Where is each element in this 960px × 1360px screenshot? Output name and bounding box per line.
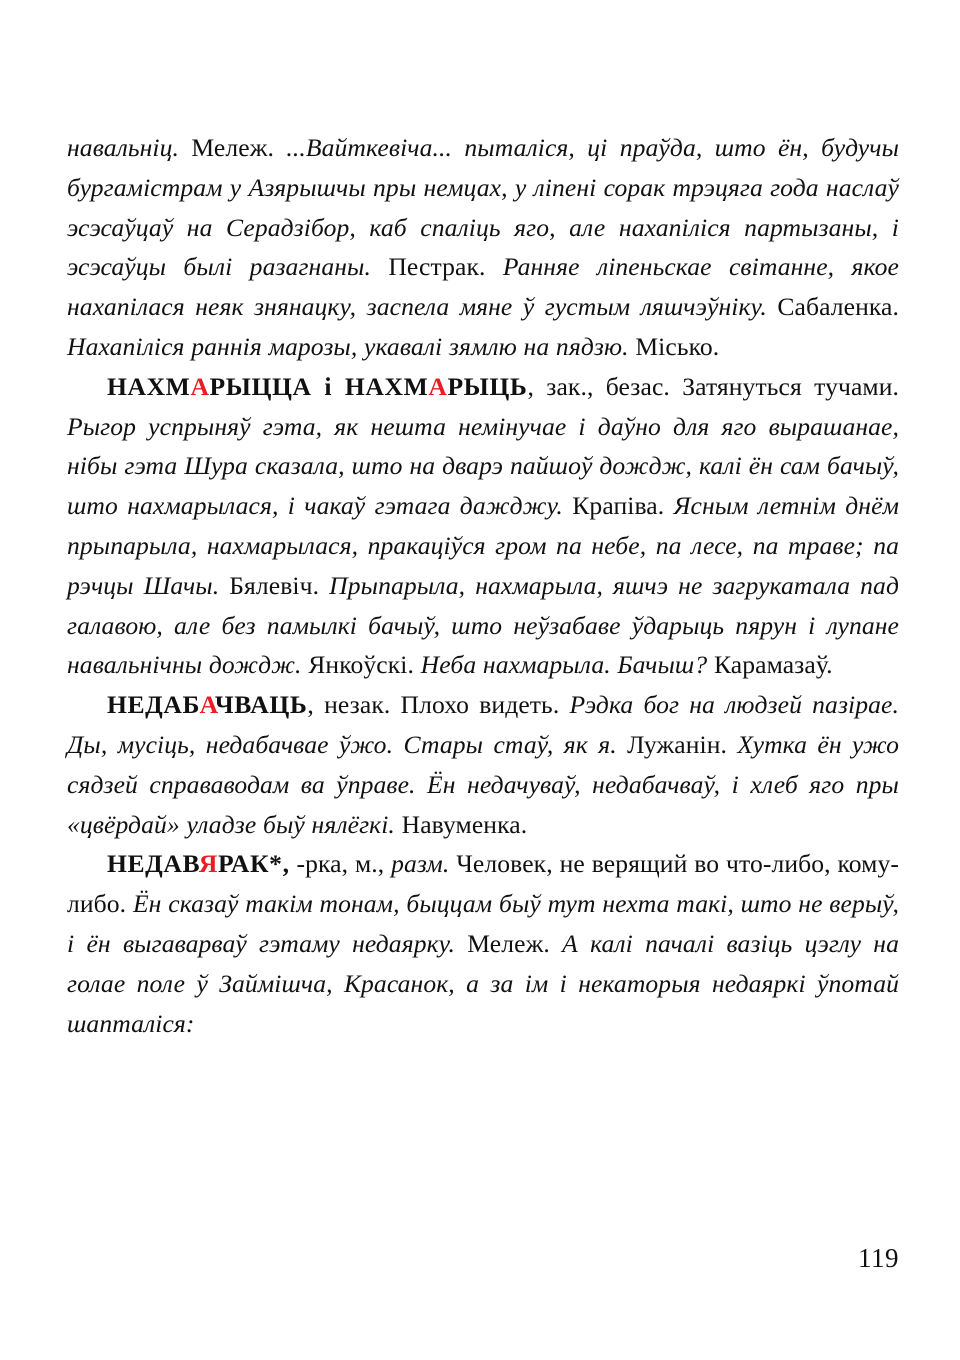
quotation-text: ...Вайткевіча... пыталіся, ці праўда, што ён, будучы бургамістрам у Азярышчы пры немцах, у ліпені сорак трэцяга года наслаў эсэсаўцаў на Серадзібор, каб спаліць яго, але нахапіліся партызаны, і эсэсаўцы былі разагнаны. — [67, 133, 900, 282]
headword-part: НАХМ — [107, 371, 191, 401]
quotation-text: Ясным летнім днём прыпарыла, нахмарылася, пракаціўся гром па небе, па лесе, па траве; па рэчцы Шачы. — [67, 491, 899, 600]
stressed-vowel: А — [199, 690, 215, 720]
headword-part: РАК*, — [217, 849, 290, 879]
headword — [107, 690, 307, 719]
page-number: 119 — [858, 1243, 899, 1273]
stressed-vowel: Я — [198, 849, 218, 879]
headword-part: РЫЦЬ — [447, 371, 528, 401]
source-or-definition-text: Янкоўскі. — [308, 650, 421, 680]
headword-part: НАХМ — [344, 371, 429, 401]
source-or-definition-text: Місько. — [635, 331, 720, 361]
headword-part: ЧВАЦЬ — [214, 690, 308, 720]
source-or-definition-text: , незак. Плохо видеть. — [307, 690, 570, 720]
quotation-text: навальніц. — [67, 133, 192, 162]
quotation-text: Хутка ён ужо сядзей справаводам ва ўправе. Ён недачуваў, недабачваў, і хлеб яго пры «цвёрдай» уладзе быў нялёгкі. — [67, 729, 899, 839]
source-or-definition-text: Сабаленка. — [777, 292, 899, 322]
quotation-text: Рыгор успрыняў гэта, як нешта немінучае і даўно для яго вырашанае, нібы гэта Шура сказала, што на дварэ пайшоў дождж, калі ён сам бачыў, што нахмарылася, і чакаў гэтага дажджу. — [67, 411, 899, 521]
source-or-definition-text: -рка, м., — [289, 849, 392, 879]
source-or-definition-text: Лужанін. — [627, 729, 738, 759]
source-or-definition-text: Крапіва. — [572, 491, 674, 521]
page-text-block — [67, 128, 899, 1043]
stressed-vowel: А — [190, 371, 210, 401]
headword — [107, 849, 290, 878]
quotation-text: Прыпарыла, нахмарыла, яшчэ не загрукатала пад галавою, але без памылкі бачыў, што неўзабаве ўдарыць пярун і лупане навальнічны дождж. — [67, 570, 899, 680]
dictionary-entry-nedabachvac — [67, 685, 899, 844]
quotation-text: Ён сказаў такім тонам, быццам быў тут нехта такі, што не верыў, і ён выгаварваў гэтаму недаярку. — [67, 889, 899, 958]
dictionary-entry-nedavyarak — [67, 844, 899, 1043]
headword-part: НЕДАВ — [107, 849, 199, 879]
source-or-definition-text: Карамазаў. — [713, 650, 833, 680]
quotation-text: А калі пачалі вазіць цэглу на голае поле ў Займішча, Красанок, а за ім і некаторыя недаяркі ўпотай шапталіся: — [67, 928, 900, 1038]
source-or-definition-text: , зак., безас. Затянуться тучами. — [527, 371, 900, 401]
quotation-text: Рэдка бог на людзей пазірае. Ды, мусіць, недабачвае ўжо. Стары стаў, як я. — [67, 690, 899, 759]
source-or-definition-text: Мележ. — [467, 928, 563, 958]
source-or-definition-text: Бялевіч. — [229, 570, 330, 600]
headword-part: РЫЦЦА — [209, 371, 312, 401]
headword-part: і — [311, 371, 345, 401]
quotation-text: Ранняе ліпеньскае світанне, якое нахапілася неяк знянацку, заспела мяне ў густым ляшчэўніку. — [67, 252, 900, 322]
headword-part: НЕДАБ — [107, 690, 200, 720]
dictionary-entry-nahmaryca — [67, 367, 899, 685]
continued-paragraph — [67, 128, 899, 367]
headword — [107, 372, 527, 401]
source-or-definition-text: Пестрак. — [388, 252, 503, 282]
stressed-vowel: А — [428, 371, 448, 401]
source-or-definition-text: Человек, не верящий во что-либо, кому-либо. — [67, 849, 899, 919]
quotation-text: Неба нахмарыла. Бачыш? — [420, 650, 714, 680]
quotation-text: Нахапіліся раннія марозы, укавалі зямлю на пядзю. — [67, 331, 636, 361]
source-or-definition-text: Мележ. — [191, 133, 287, 162]
quotation-text: разм. — [391, 849, 457, 879]
source-or-definition-text: Навуменка. — [401, 809, 528, 839]
